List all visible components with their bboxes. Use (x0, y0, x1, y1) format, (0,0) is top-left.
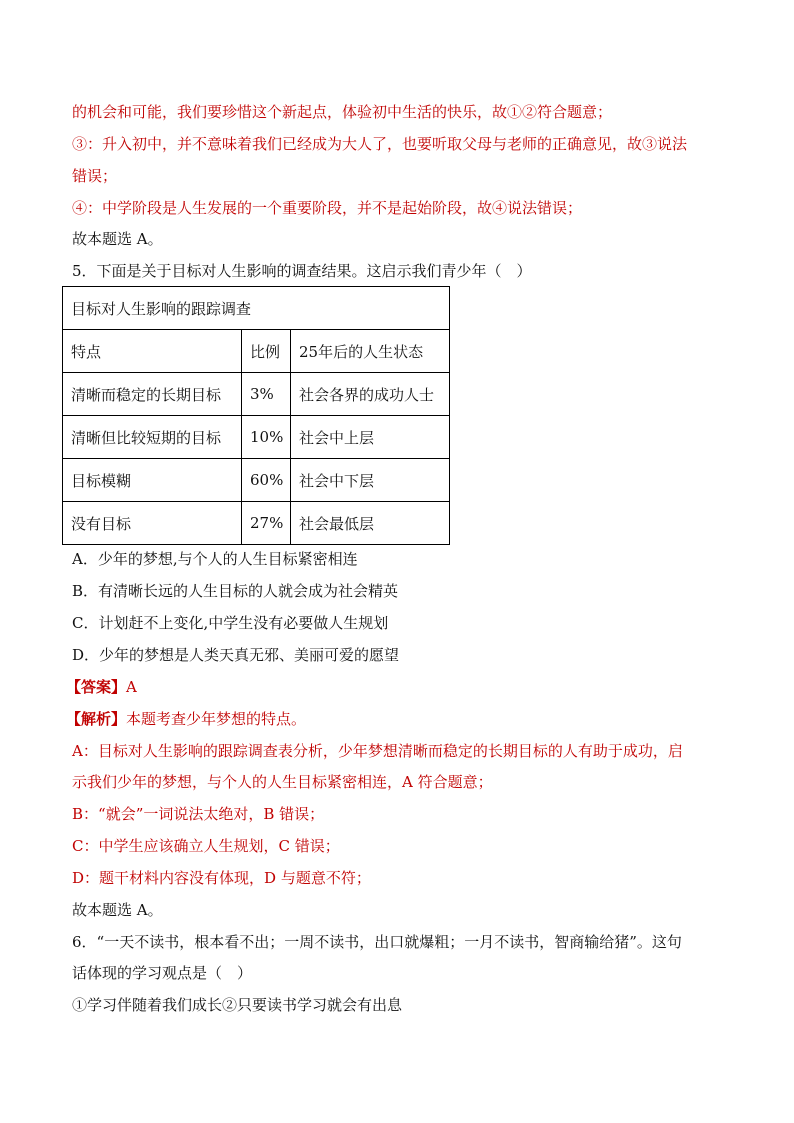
option-a: A．少年的梦想,与个人的人生目标紧密相连 (72, 550, 358, 568)
analysis-summary: 本题考查少年梦想的特点。 (126, 710, 307, 728)
cell-feature: 没有目标 (63, 502, 242, 545)
table-title: 目标对人生影响的跟踪调查 (63, 287, 450, 330)
header-ratio: 比例 (242, 330, 291, 373)
answer-label: 【答案】 (66, 678, 127, 696)
analysis-c: C：中学生应该确立人生规划，C 错误； (72, 837, 340, 855)
analysis-line-1: 的机会和可能，我们要珍惜这个新起点，体验初中生活的快乐，故①②符合题意； (72, 103, 613, 121)
analysis-label: 【解析】 (66, 710, 127, 728)
option-c: C．计划赶不上变化,中学生没有必要做人生规划 (72, 614, 389, 632)
conclusion-line: 故本题选 A。 (72, 230, 163, 248)
cell-status: 社会最低层 (291, 502, 450, 545)
analysis-line-2: ③：升入初中，并不意味着我们已经成为大人了，也要听取父母与老师的正确意见，故③说法 (72, 135, 688, 153)
table-row (63, 459, 450, 502)
question-6-stem-line-1: 6．“一天不读书，根本看不出；一周不读书，出口就爆粗；一月不读书，智商输给猪”。这句 (72, 933, 682, 951)
table-header-row (63, 330, 450, 373)
analysis-a-line-2: 示我们少年的梦想，与个人的人生目标紧密相连，A 符合题意； (72, 773, 493, 791)
analysis-a-line-1: A：目标对人生影响的跟踪调查表分析，少年梦想清晰而稳定的长期目标的人有助于成功，启 (72, 742, 683, 760)
cell-status: 社会各界的成功人士 (291, 373, 450, 416)
cell-ratio: 3% (242, 373, 291, 416)
cell-ratio: 10% (242, 416, 291, 459)
cell-ratio: 60% (242, 459, 291, 502)
table-row (63, 373, 450, 416)
table-title-row (63, 287, 450, 330)
analysis-d: D：题干材料内容没有体现，D 与题意不符； (72, 869, 371, 887)
analysis-line-4: ④：中学阶段是人生发展的一个重要阶段，并不是起始阶段，故④说法错误； (72, 199, 583, 217)
answer-line (66, 677, 726, 697)
question-6-statements: ①学习伴随着我们成长②只要读书学习就会有出息 (72, 996, 403, 1014)
survey-table (62, 286, 450, 545)
cell-feature: 清晰但比较短期的目标 (63, 416, 242, 459)
cell-status: 社会中上层 (291, 416, 450, 459)
question-5-stem: 5．下面是关于目标对人生影响的调查结果。这启示我们青少年（ ） (72, 262, 532, 280)
header-feature: 特点 (63, 330, 242, 373)
cell-ratio: 27% (242, 502, 291, 545)
option-d: D．少年的梦想是人类天真无邪、美丽可爱的愿望 (72, 646, 400, 664)
analysis-b: B：“就会”一词说法太绝对，B 错误； (72, 805, 325, 823)
cell-feature: 清晰而稳定的长期目标 (63, 373, 242, 416)
analysis-line-3: 错误； (72, 167, 118, 185)
answer-value: A (126, 678, 137, 696)
option-b: B．有清晰长远的人生目标的人就会成为社会精英 (72, 582, 399, 600)
cell-status: 社会中下层 (291, 459, 450, 502)
table-row (63, 502, 450, 545)
cell-feature: 目标模糊 (63, 459, 242, 502)
analysis-header (66, 709, 726, 729)
analysis-conclusion: 故本题选 A。 (72, 901, 163, 919)
header-status: 25年后的人生状态 (291, 330, 450, 373)
table-row (63, 416, 450, 459)
question-6-stem-line-2: 话体现的学习观点是（ ） (72, 964, 253, 982)
